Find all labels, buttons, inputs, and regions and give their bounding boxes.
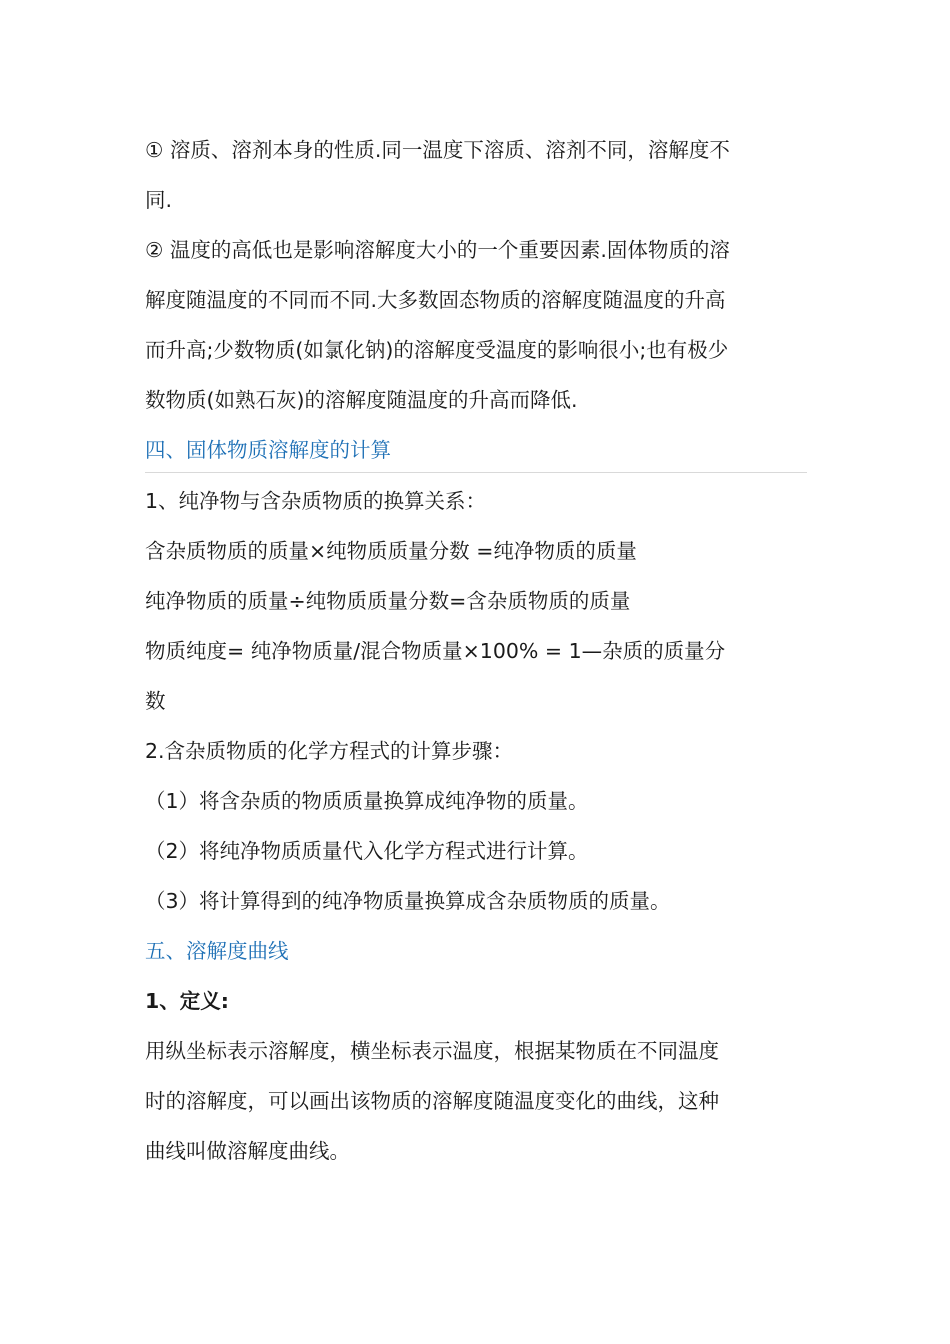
subheading-definition: 1、定义:: [145, 989, 229, 1013]
text-line: 2.含杂质物质的化学方程式的计算步骤：: [145, 739, 514, 763]
text-line: 时的溶解度，可以画出该物质的溶解度随温度变化的曲线，这种: [145, 1089, 719, 1113]
text-line: 曲线叫做溶解度曲线。: [145, 1139, 350, 1163]
text-line: 数物质(如熟石灰)的溶解度随温度的升高而降低.: [145, 388, 578, 412]
text-line: 物质纯度= 纯净物质量/混合物质量×100% = 1—杂质的质量分: [145, 639, 726, 663]
text-line: 1、纯净物与含杂质物质的换算关系：: [145, 489, 487, 513]
document-body: [145, 125, 807, 1176]
paragraph-purity: [145, 626, 807, 726]
section-heading-calculation: 四、固体物质溶解度的计算: [145, 425, 807, 473]
step-item: （3）将计算得到的纯净物质量换算成含杂质物质的质量。: [145, 889, 671, 913]
text-line: 纯净物质的质量÷纯物质质量分数=含杂质物质的质量: [145, 589, 631, 613]
text-line: ② 温度的高低也是影响溶解度大小的一个重要因素.固体物质的溶: [145, 238, 730, 262]
step-item: （1）将含杂质的物质质量换算成纯净物的质量。: [145, 789, 589, 813]
section-heading-solubility-curve: 五、溶解度曲线: [145, 939, 289, 963]
text-line: 解度随温度的不同而不同.大多数固态物质的溶解度随温度的升高: [145, 288, 726, 312]
text-line: 数: [145, 689, 166, 713]
paragraph-definition: [145, 1026, 807, 1176]
paragraph-temperature: [145, 225, 807, 425]
text-line: 含杂质物质的质量×纯物质质量分数 =纯净物质的质量: [145, 539, 637, 563]
text-line: ① 溶质、溶剂本身的性质.同一温度下溶质、溶剂不同，溶解度不: [145, 138, 730, 162]
paragraph-solute-solvent: [145, 125, 807, 225]
step-item: （2）将纯净物质质量代入化学方程式进行计算。: [145, 839, 589, 863]
text-line: 用纵坐标表示溶解度，横坐标表示温度，根据某物质在不同温度: [145, 1039, 719, 1063]
text-line: 同.: [145, 188, 173, 212]
text-line: 而升高;少数物质(如氯化钠)的溶解度受温度的影响很小;也有极少: [145, 338, 729, 362]
